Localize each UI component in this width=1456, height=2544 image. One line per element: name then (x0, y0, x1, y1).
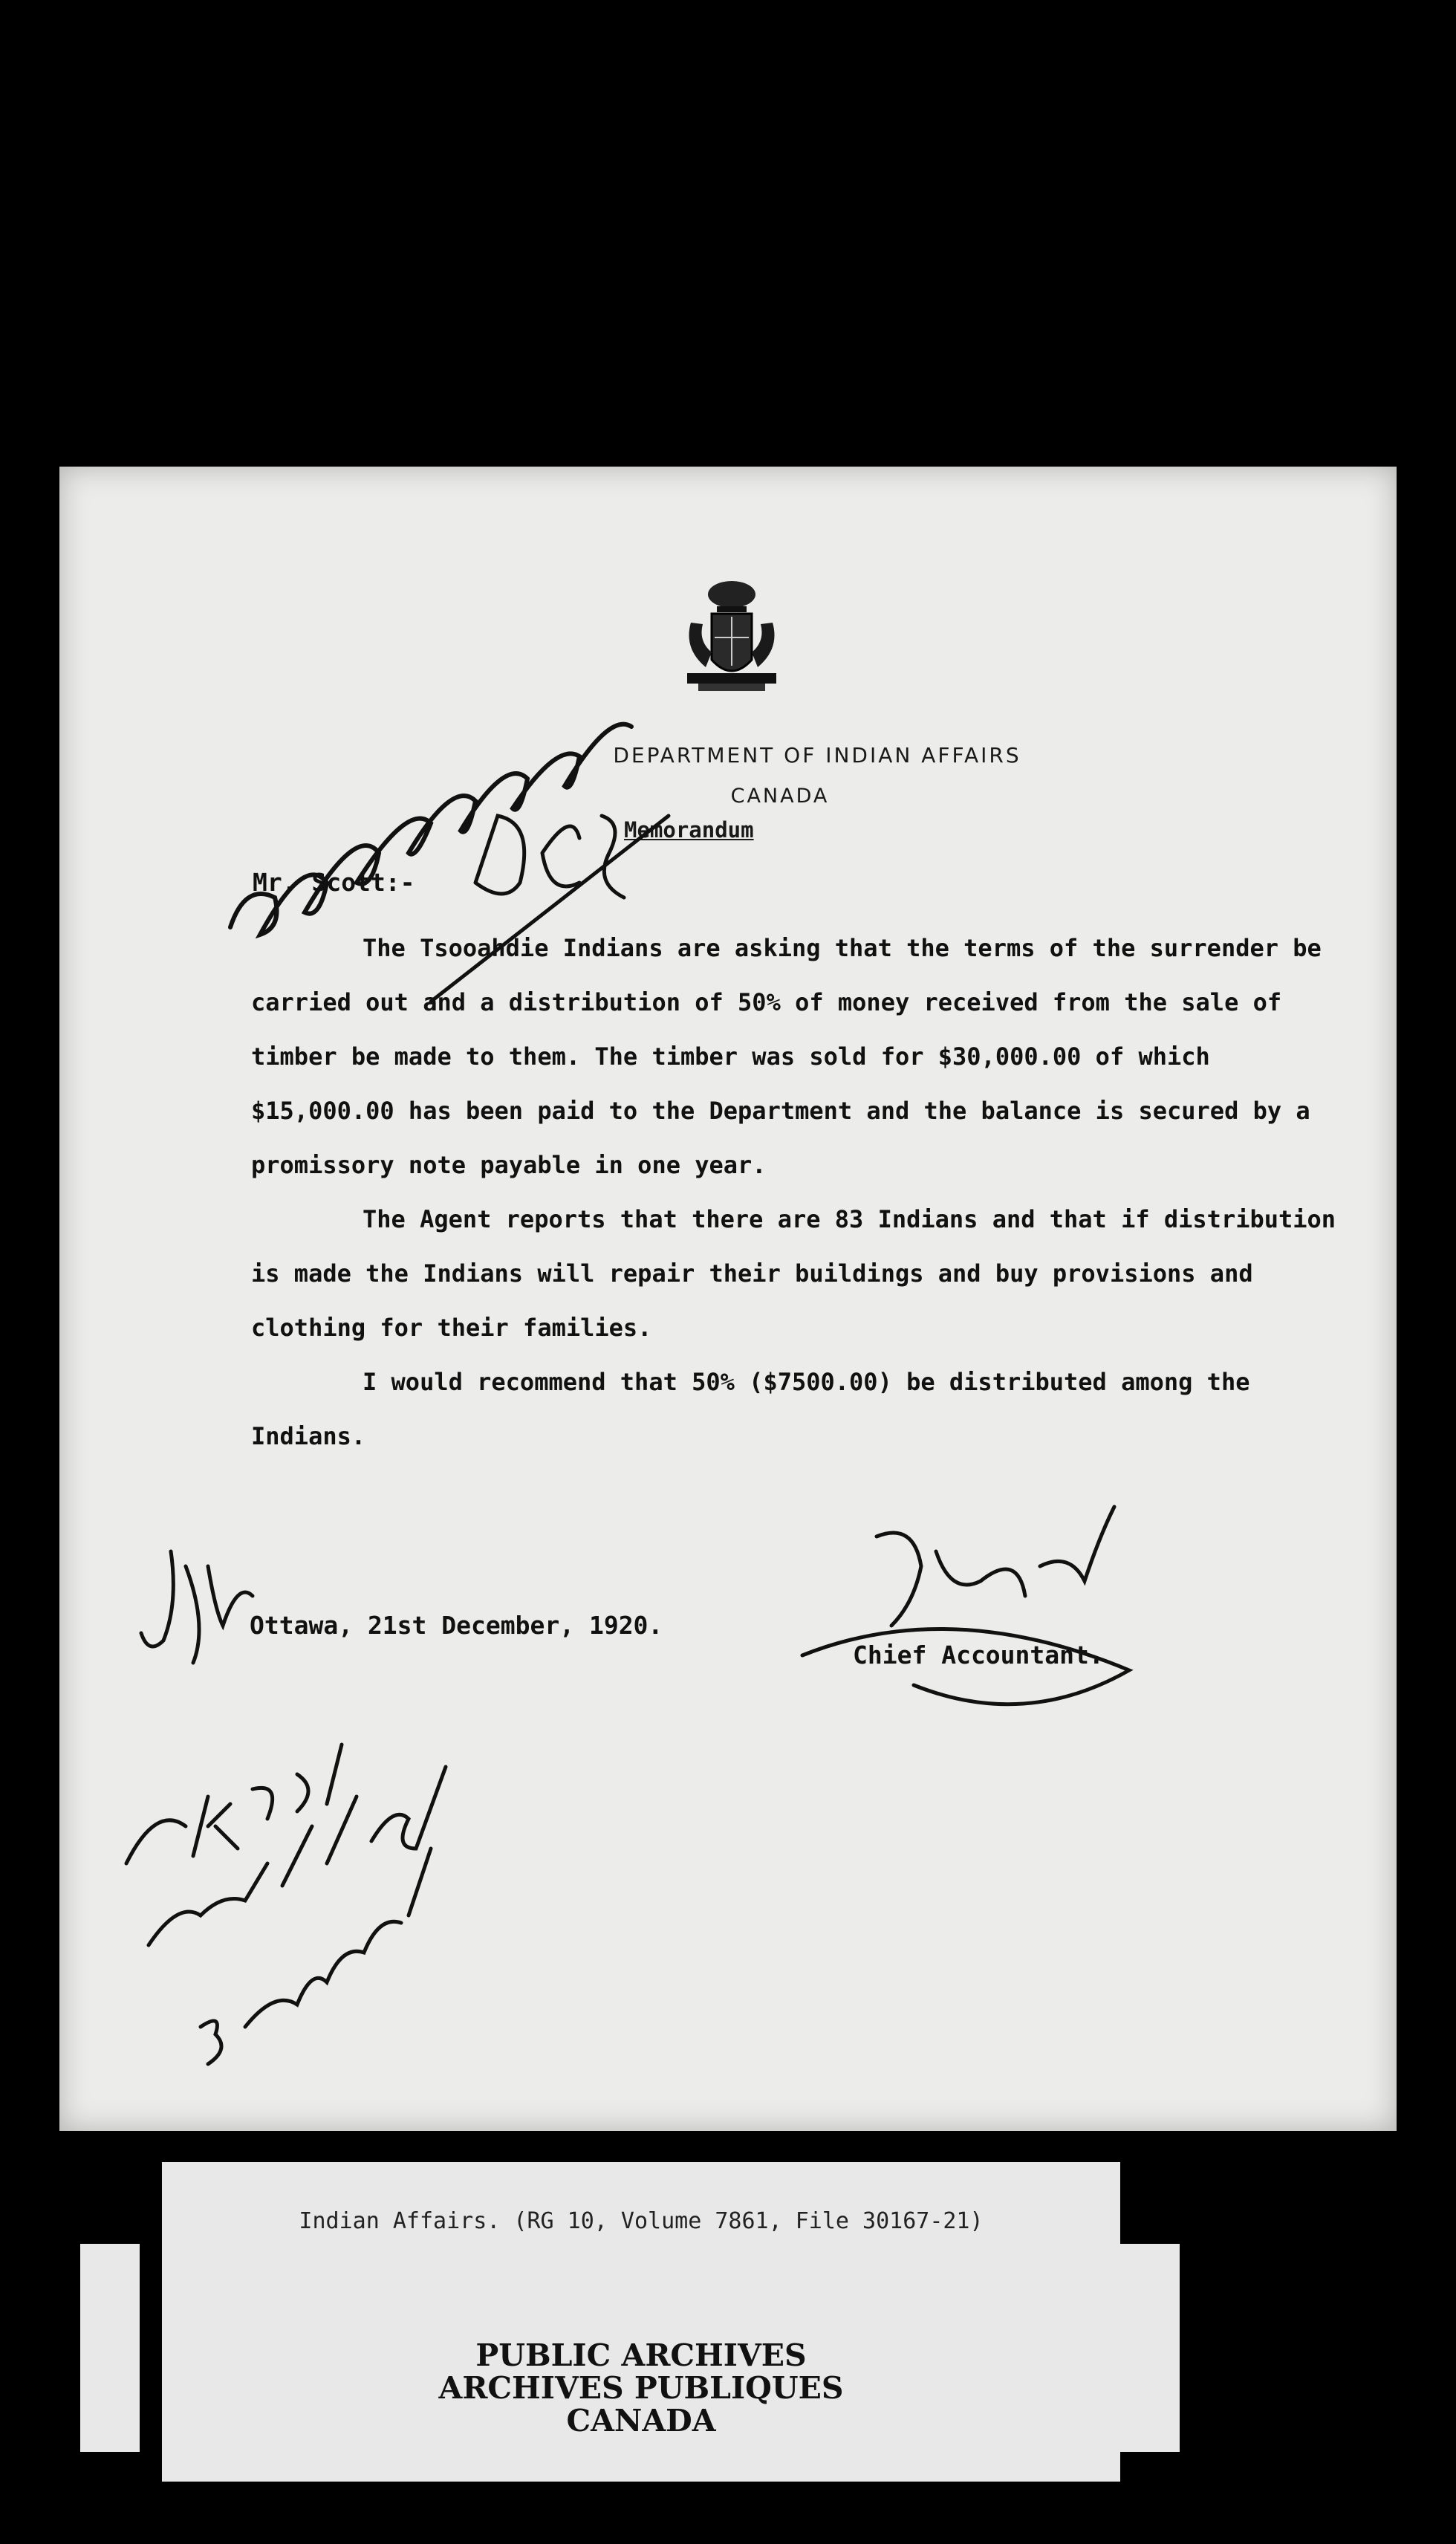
paylists-note (201, 1849, 431, 2064)
memo-type-heading: Memorandum (624, 817, 754, 843)
initials-signature (431, 816, 669, 1002)
card-tab (1120, 2244, 1180, 2452)
place-date: Ottawa, 21st December, 1920. (250, 1611, 663, 1640)
memo-paragraph: I would recommend that 50% ($7500.00) be distributed among the Indians. (251, 1368, 1250, 1450)
archive-name-en: PUBLIC ARCHIVES (475, 2337, 807, 2373)
archive-name-fr: ARCHIVES PUBLIQUES (438, 2370, 844, 2406)
archive-country: CANADA (566, 2403, 716, 2438)
ck-note (126, 1745, 342, 1863)
memo-sheet (59, 467, 1397, 2131)
signatory-title: Chief Accountant. (853, 1641, 1104, 1670)
country-heading: CANADA (730, 785, 830, 808)
margin-initials (141, 1551, 253, 1663)
salutation: Mr. Scott:- (253, 868, 415, 897)
archive-reference: Indian Affairs. (RG 10, Volume 7861, File 30167-21) (299, 2208, 984, 2234)
approval-handwriting (230, 724, 631, 935)
handwriting-layer (59, 467, 1397, 2131)
memo-paragraph: The Agent reports that there are 83 Indians and that if distribution is made the Indians will repair their buildings and buy provisions and clothing for their families. (251, 1205, 1336, 1342)
archive-label-card (162, 2162, 1120, 2482)
memo-paragraph: The Tsooahdie Indians are asking that the terms of the surrender be carried out and a distribution of 50% of money received from the sale of timber be made to them. The timber was sold for $30,000.00 of which $15,000.00 has been paid to the Department and the balance is secured by a promissory note payable in one year. (251, 934, 1322, 1179)
department-heading: DEPARTMENT OF INDIAN AFFAIRS (613, 743, 1021, 768)
card-tab (80, 2244, 140, 2452)
accountant-signature (802, 1507, 1129, 1704)
